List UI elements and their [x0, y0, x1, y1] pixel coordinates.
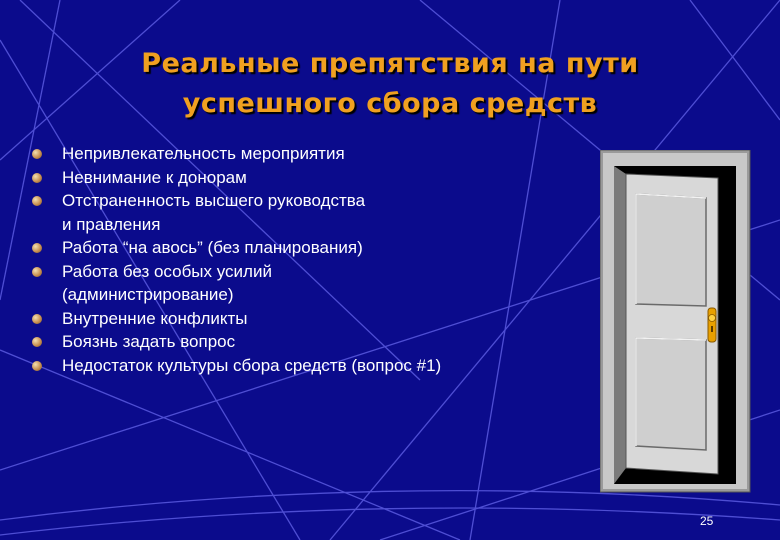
- bullet-icon: [32, 243, 42, 253]
- list-item: Непривлекательность мероприятия: [32, 142, 592, 166]
- bullet-icon: [32, 361, 42, 371]
- bullet-icon: [32, 149, 42, 159]
- list-item: Внутренние конфликты: [32, 307, 592, 331]
- bullet-icon: [32, 173, 42, 183]
- list-item: Работа без особых усилий: [32, 260, 592, 284]
- bullet-icon: [32, 337, 42, 347]
- list-item: Недостаток культуры сбора средств (вопрос #1): [32, 354, 592, 378]
- open-door-icon: [600, 150, 752, 495]
- list-item: Работа “на авось” (без планирования): [32, 236, 592, 260]
- title-line-1: Реальные препятствия на пути: [141, 48, 639, 79]
- title-line-2: успешного сбора средств: [182, 88, 598, 119]
- bullet-icon: [32, 196, 42, 206]
- obstacle-list: [32, 142, 592, 377]
- list-item: Боязнь задать вопрос: [32, 330, 592, 354]
- page-number: 25: [700, 514, 714, 528]
- list-item-continuation: (администрирование): [62, 285, 234, 304]
- list-item-continuation: и правления: [62, 214, 161, 234]
- list-item: Невнимание к донорам: [32, 166, 592, 190]
- list-item: Отстраненность высшего руководства: [32, 189, 592, 213]
- bullet-icon: [32, 314, 42, 324]
- slide-title: [100, 44, 680, 124]
- bullet-icon: [32, 267, 42, 277]
